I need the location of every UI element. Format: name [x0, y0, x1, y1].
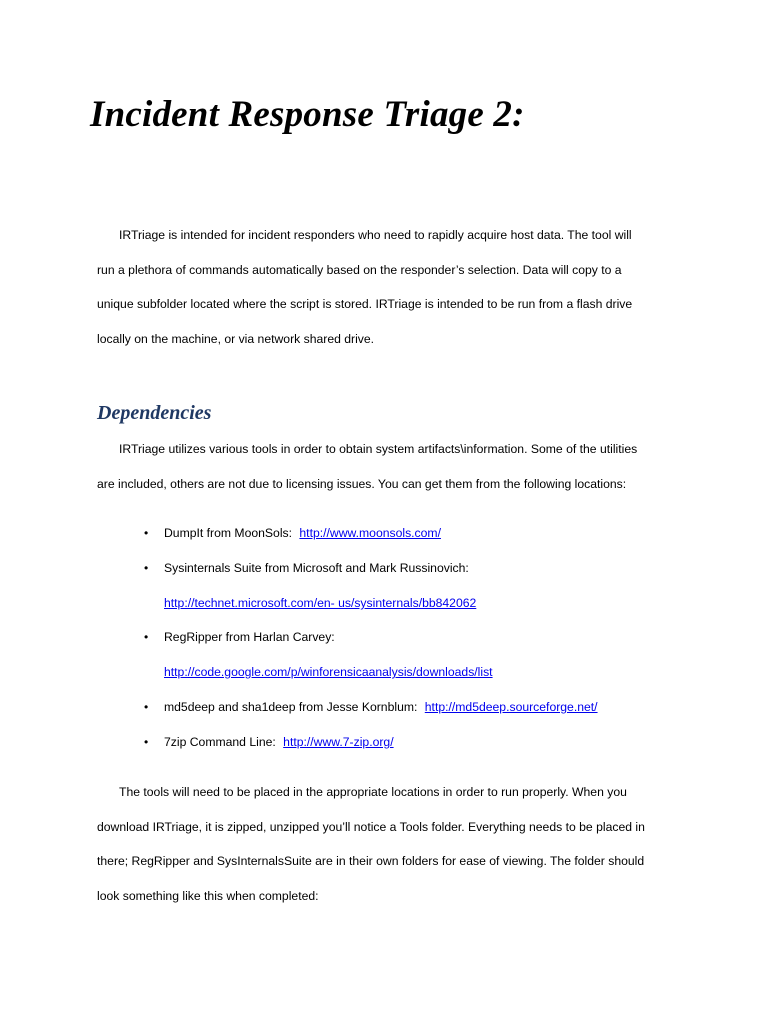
closing-line: download IRTriage, it is zipped, unzipped you’ll notice a Tools folder. Everything needs to be placed in	[97, 820, 645, 834]
list-item-label: md5deep and sha1deep from Jesse Kornblum:	[164, 700, 418, 714]
dependencies-heading: Dependencies	[97, 402, 212, 424]
intro-line: locally on the machine, or via network shared drive.	[97, 332, 375, 346]
list-item-link-line	[164, 665, 493, 679]
intro-line: unique subfolder located where the script is stored. IRTriage is intended to be run from a flash drive	[97, 297, 633, 311]
bullet-icon: •	[144, 526, 149, 540]
7zip-link[interactable]: http://www.7-zip.org/	[283, 735, 394, 749]
list-item	[164, 735, 394, 749]
bullet-icon: •	[144, 630, 149, 644]
md5deep-link[interactable]: http://md5deep.sourceforge.net/	[424, 700, 598, 714]
dependencies-line: are included, others are not due to licensing issues. You can get them from the following locations:	[97, 477, 627, 491]
dependencies-line: IRTriage utilizes various tools in order to obtain system artifacts\information. Some of the utilities	[119, 442, 638, 456]
bullet-icon: •	[144, 561, 149, 575]
list-item-label: RegRipper from Harlan Carvey:	[164, 630, 335, 644]
list-item-label: Sysinternals Suite from Microsoft and Mark Russinovich:	[164, 561, 469, 575]
regripper-link[interactable]: http://code.google.com/p/winforensicaanalysis/downloads/list	[164, 665, 493, 679]
intro-line: run a plethora of commands automatically based on the responder’s selection. Data will copy to a	[97, 263, 622, 277]
sysinternals-link[interactable]: http://technet.microsoft.com/en- us/sysinternals/bb842062	[164, 596, 477, 610]
list-item-label: DumpIt from MoonSols:	[164, 526, 293, 540]
bullet-icon: •	[144, 700, 149, 714]
document-title: Incident Response Triage 2:	[90, 94, 525, 135]
closing-line: The tools will need to be placed in the appropriate locations in order to run properly. When you	[119, 785, 627, 799]
list-item-link-line	[164, 596, 476, 610]
moonsols-link[interactable]: http://www.moonsols.com/	[299, 526, 441, 540]
list-item	[164, 700, 598, 714]
list-item-label: 7zip Command Line:	[164, 735, 276, 749]
intro-line: IRTriage is intended for incident responders who need to rapidly acquire host data. The tool will	[119, 228, 632, 242]
closing-line: look something like this when completed:	[97, 889, 319, 903]
list-item	[164, 526, 441, 540]
closing-line: there; RegRipper and SysInternalsSuite are in their own folders for ease of viewing. The folder should	[97, 854, 645, 868]
bullet-icon: •	[144, 735, 149, 749]
